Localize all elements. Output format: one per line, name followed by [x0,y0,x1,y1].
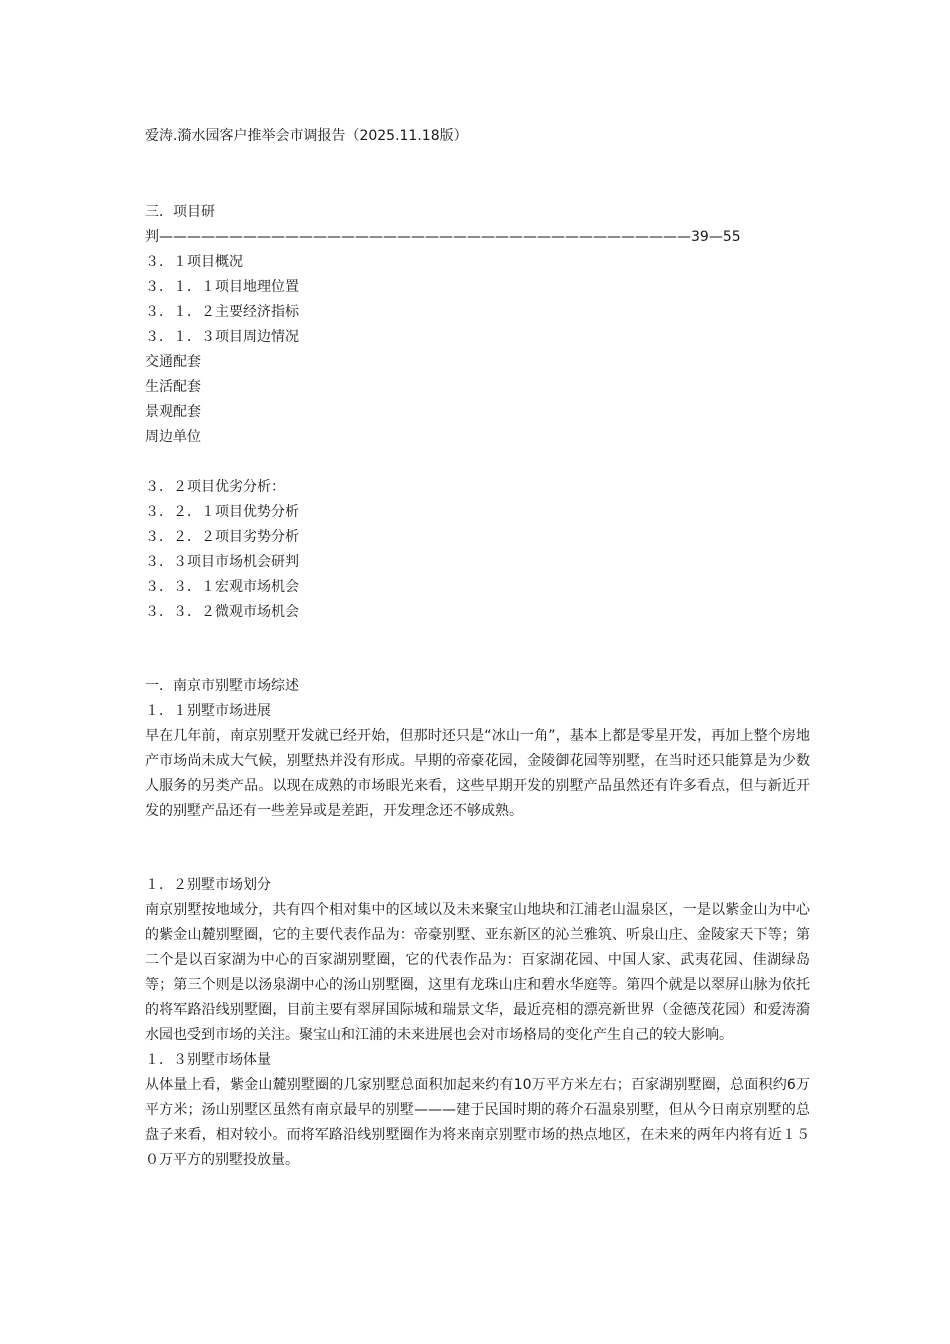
toc-item: ３．１．３项目周边情况 [145,329,299,345]
toc-item: ３．１项目概况 [145,254,243,270]
toc-item: 交通配套 [145,354,201,370]
toc-item: ３．２项目优劣分析： [145,479,285,495]
paragraph-volume: 从体量上看，紫金山麓别墅圈的几家别墅总面积加起来约有10万平方米左右；百家湖别墅圈，总面积约6万平方米；汤山别墅区虽然有南京最早的别墅———建于民国时期的蒋介石温泉别墅，但从今日南京别墅的总盘子来看，相对较小。而将军路沿线别墅圈作为将来南京别墅市场的热点地区，在未来的两年内将有近１５０万平方的别墅投放量。 [145,1077,810,1168]
paragraph-division: 南京别墅按地域分，共有四个相对集中的区域以及未来聚宝山地块和江浦老山温泉区，一是以紫金山为中心的紫金山麓别墅圈，它的主要代表作品为：帝豪别墅、亚东新区的沁兰雅筑、听泉山庄、金陵家天下等；第二个是以百家湖为中心的百家湖别墅圈，它的代表作品为：百家湖花园、中国人家、武夷花园、佳湖绿岛等；第三个则是以汤泉湖中心的汤山别墅圈，这里有龙珠山庄和碧水华庭等。第四个就是以翠屏山脉为依托的将军路沿线别墅圈，目前主要有翠屏国际城和瑞景文华，最近亮相的漂亮新世界（金德茂花园）和爱涛漪水园也受到市场的关注。聚宝山和江浦的未来进展也会对市场格局的变化产生自己的较大影响。 [145,902,810,1043]
toc-item: ３．３．１宏观市场机会 [145,579,299,595]
section-market-overview [145,674,810,824]
toc-heading-line-2: 判——————————————————————————————————————39—55 [145,229,741,245]
toc-item: ３．３．２微观市场机会 [145,604,299,620]
subsection-heading-volume: １．３别墅市场体量 [145,1052,271,1068]
subsection-heading-development: １．１别墅市场进展 [145,703,271,719]
paragraph-development: 早在几年前，南京别墅开发就已经开始，但那时还只是“冰山一角”，基本上都是零星开发，再加上整个房地产市场尚未成大气候，别墅热并没有形成。早期的帝豪花园，金陵御花园等别墅，在当时还只能算是为少数人服务的另类产品。以现在成熟的市场眼光来看，这些早期开发的别墅产品虽然还有许多看点，但与新近开发的别墅产品还有一些差异或是差距，开发理念还不够成熟。 [145,728,810,819]
toc-heading-line-1: 三．项目研 [145,204,215,220]
toc-item: ３．２．２项目劣势分析 [145,529,299,545]
table-of-contents [145,200,810,625]
toc-item: 周边单位 [145,429,201,445]
document-title: 爱涛.漪水园客户推举会市调报告（2025.11.18版） [145,128,468,144]
toc-item: 生活配套 [145,379,201,395]
section-heading: 一．南京市别墅市场综述 [145,678,299,694]
toc-item: ３．３项目市场机会研判 [145,554,299,570]
section-market-division-and-volume [145,873,810,1173]
toc-spacer [145,450,810,475]
toc-item: ３．１．２主要经济指标 [145,304,299,320]
subsection-heading-division: １．２别墅市场划分 [145,877,271,893]
toc-item: ３．２．１项目优势分析 [145,504,299,520]
toc-item: 景观配套 [145,404,201,420]
toc-item: ３．１．１项目地理位置 [145,279,299,295]
